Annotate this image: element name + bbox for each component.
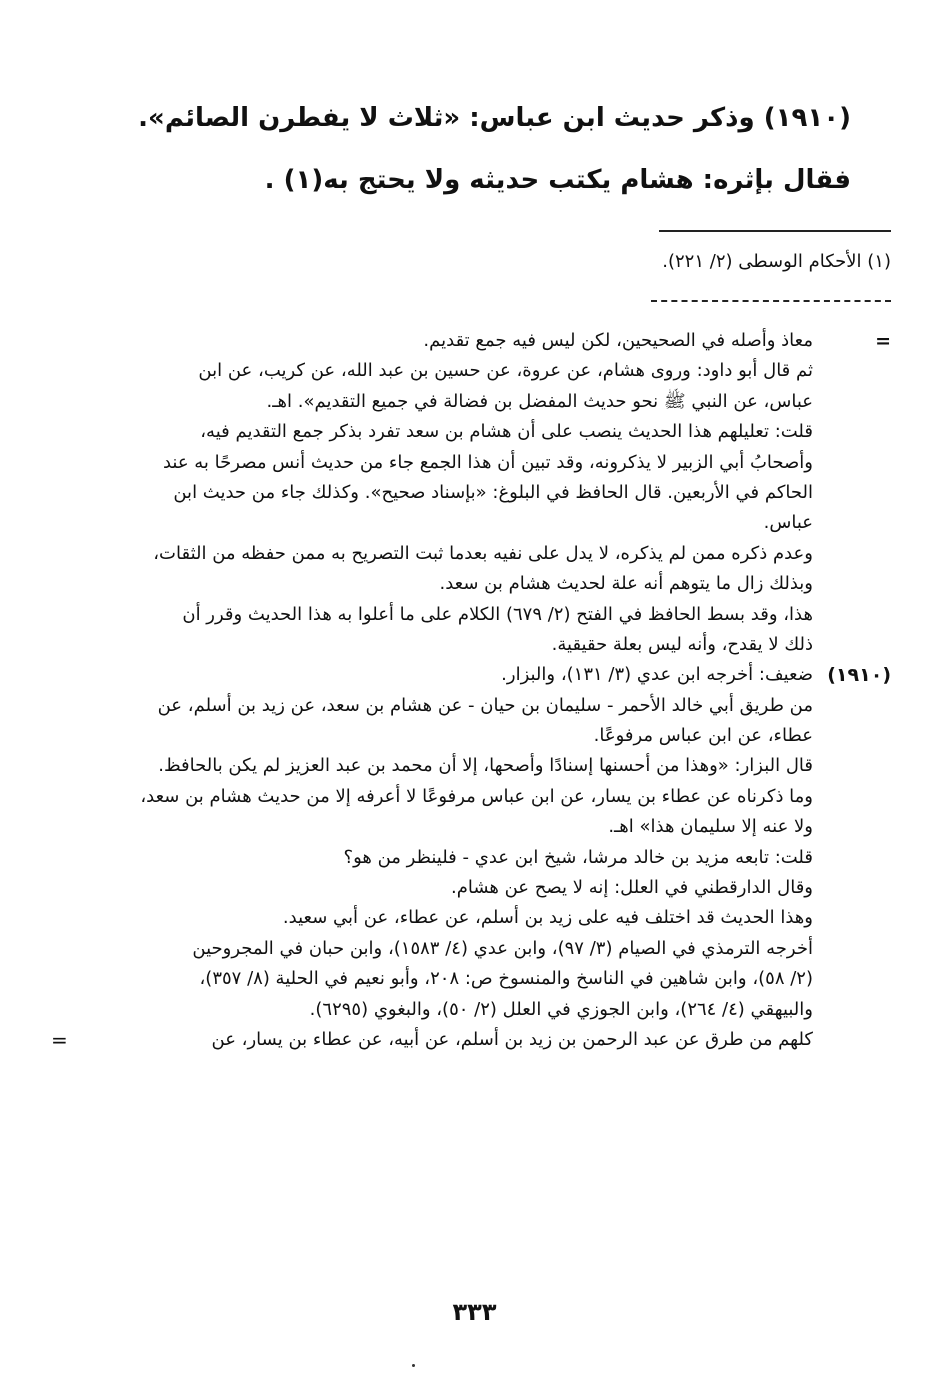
- commentary-line: [51, 630, 891, 660]
- commentary-text: ثم قال أبو داود: وروى هشام، عن عروة، عن حسين بن عبد الله، عن كريب، عن ابن: [198, 360, 813, 382]
- entry-text: وما ذكرناه عن عطاء بن يسار، عن ابن عباس مرفوعًا لا أعرفه إلا من حديث هشام بن سعد،: [140, 785, 813, 807]
- commentary-text: وأصحابُ أبي الزبير لا يذكرونه، وقد تبين أن هذا الجمع جاء من حديث أنس مصرحًا به عند: [162, 451, 813, 473]
- commentary-text: هذا، وقد بسط الحافظ في الفتح (٢/ ٦٧٩) الكلام على ما أعلوا به هذا الحديث وقرر أن: [182, 603, 813, 625]
- entry-text: عطاء، عن ابن عباس مرفوعًا.: [593, 725, 813, 747]
- entry-line: [51, 995, 891, 1025]
- entry-line: [51, 812, 891, 842]
- entry-line: [51, 964, 891, 994]
- entry-line: [51, 660, 891, 690]
- hadith-line-2: فقال بإثره: هشام يكتب حديثه ولا يحتج به(١) .: [264, 165, 851, 195]
- entry-text: (٢/ ٥٨)، وابن شاهين في الناسخ والمنسوخ ص: ٢٠٨، وأبو نعيم في الحلية (٨/ ٣٥٧)،: [199, 968, 813, 990]
- entry-line: [51, 903, 891, 933]
- footnote-separator: [659, 230, 891, 232]
- entry-text: ضعيف: أخرجه ابن عدي (٣/ ١٣١)، والبزار.: [501, 664, 813, 686]
- commentary-text: قلت: تعليلهم هذا الحديث ينصب على أن هشام بن سعد تفرد بذكر جمع التقديم فيه،: [200, 421, 813, 443]
- commentary-line: [51, 539, 891, 569]
- entry-text: قلت: تابعه مزيد بن خالد مرشا، شيخ ابن عدي - فلينظر من هو؟: [343, 846, 813, 868]
- commentary-line: [51, 417, 891, 447]
- hadith-line-1: (١٩١٠) وذكر حديث ابن عباس: «ثلاث لا يفطرن الصائم».: [138, 103, 851, 133]
- entry-line: [51, 873, 891, 903]
- commentary-line: [51, 387, 891, 417]
- entry-line: [51, 1025, 891, 1055]
- commentary-text: ذلك لا يقدح، وأنه ليس بعلة حقيقية.: [551, 633, 813, 655]
- entry-text: كلهم من طرق عن عبد الرحمن بن زيد بن أسلم، عن أبيه، عن عطاء بن يسار، عن: [211, 1028, 813, 1050]
- continuation-mark: =: [875, 330, 891, 352]
- commentary-line: [51, 356, 891, 386]
- footnote: (١) الأحكام الوسطى (٢/ ٢٢١).: [662, 251, 891, 272]
- commentary-line: [51, 448, 891, 478]
- entry-line: [51, 934, 891, 964]
- entry-text: أخرجه الترمذي في الصيام (٣/ ٩٧)، وابن عدي (٤/ ١٥٨٣)، وابن حبان في المجروحين: [192, 937, 813, 959]
- entry-line: [51, 843, 891, 873]
- entry-line: [51, 691, 891, 721]
- commentary-text: عباس، عن النبي ﷺ نحو حديث المفضل بن فضالة في جميع التقديم». اهـ.: [266, 390, 813, 412]
- commentary-text: معاذ وأصله في الصحيحين، لكن ليس فيه جمع تقديم.: [423, 330, 813, 351]
- entry-text: وهذا الحديث قد اختلف فيه على زيد بن أسلم، عن عطاء، عن أبي سعيد.: [282, 907, 813, 929]
- entry-text: من طريق أبي خالد الأحمر - سليمان بن حيان - عن هشام بن سعد، عن زيد بن أسلم، عن: [157, 694, 813, 716]
- commentary-body: [51, 326, 891, 1055]
- entry-text: ولا عنه إلا سليمان هذا» اهـ.: [608, 816, 813, 838]
- end-continuation-mark: =: [51, 1027, 68, 1052]
- commentary-text: عباس.: [763, 512, 813, 534]
- scan-speck: [412, 1364, 415, 1367]
- entry-line: [51, 721, 891, 751]
- entry-line: [51, 751, 891, 781]
- commentary-text: وعدم ذكره ممن لم يذكره، لا يدل على نفيه بعدما ثبت التصريح به ممن حفظه من الثقات،: [153, 542, 813, 564]
- commentary-line: [51, 508, 891, 538]
- commentary-separator: [651, 300, 891, 302]
- entry-line: [51, 782, 891, 812]
- entry-text: والبيهقي (٤/ ٢٦٤)، وابن الجوزي في العلل (٢/ ٥٠)، والبغوي (٦٢٩٥).: [309, 998, 813, 1020]
- entry-text: وقال الدارقطني في العلل: إنه لا يصح عن هشام.: [450, 877, 813, 899]
- commentary-line: [51, 326, 891, 356]
- entry-text: قال البزار: «وهذا من أحسنها إسنادًا وأصحها، إلا أن محمد بن عبد العزيز لم يكن بالحافظ.: [158, 755, 813, 777]
- page-number: ٣٣٣: [452, 1298, 497, 1326]
- commentary-line: [51, 569, 891, 599]
- commentary-text: وبذلك زال ما يتوهم أنه علة لحديث هشام بن سعد.: [439, 573, 813, 595]
- entry-number: (١٩١٠): [827, 664, 891, 687]
- commentary-line: [51, 478, 891, 508]
- commentary-line: [51, 600, 891, 630]
- commentary-text: الحاكم في الأربعين. قال الحافظ في البلوغ: «بإسناد صحيح». وكذلك جاء من حديث ابن: [173, 481, 813, 503]
